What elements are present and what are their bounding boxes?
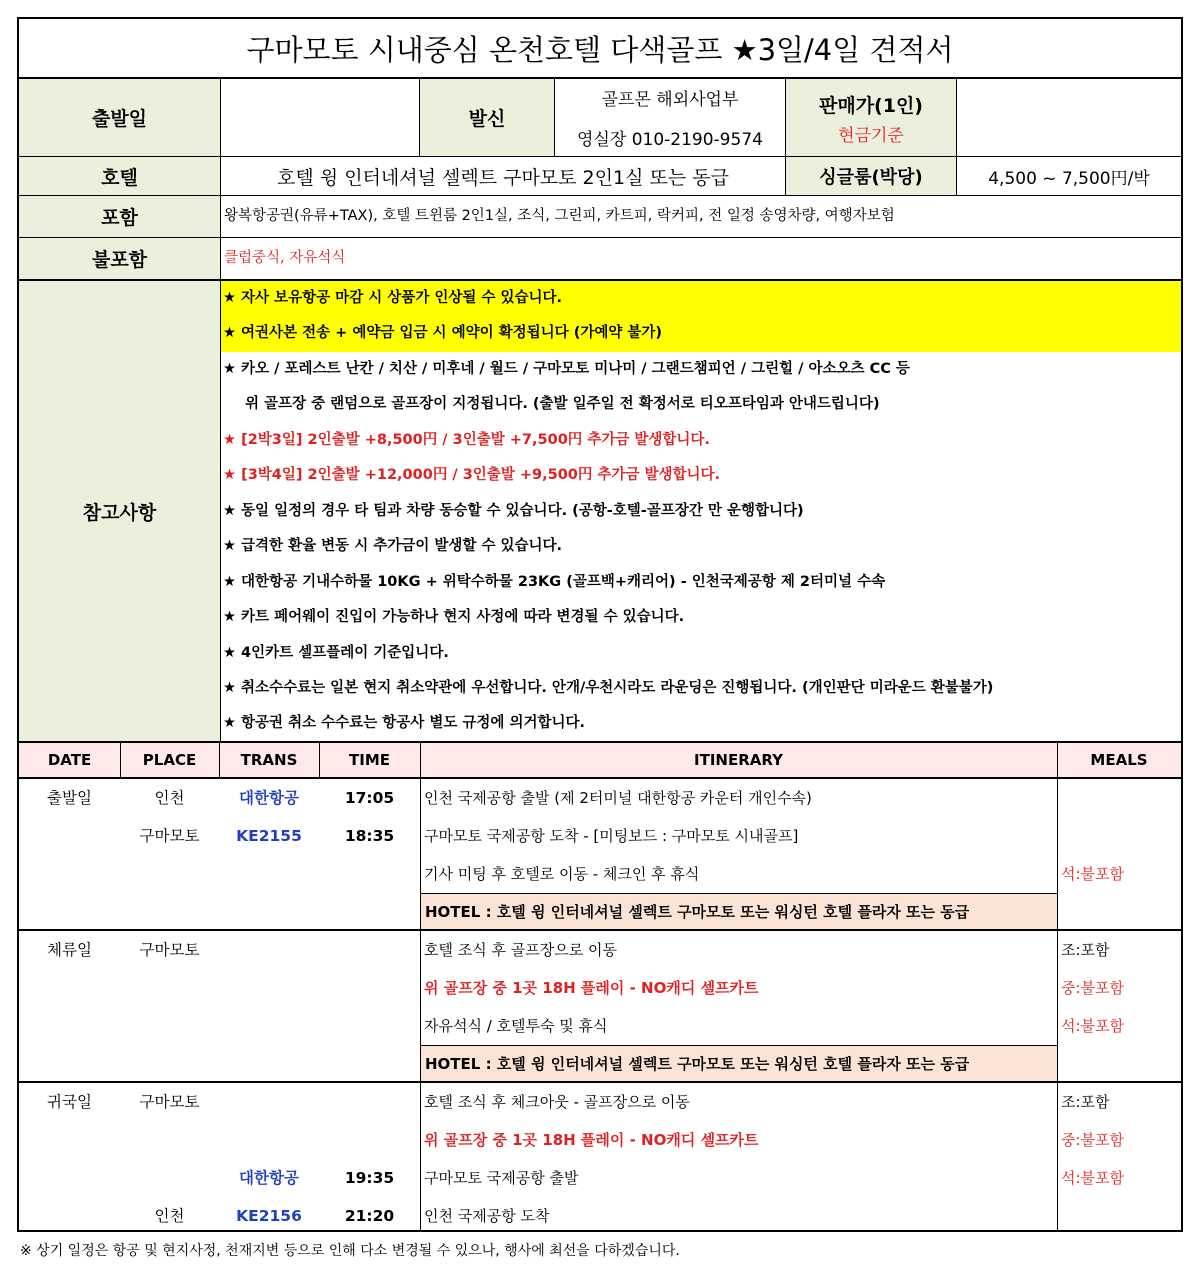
day3-place-depart: 구마모토	[139, 1093, 200, 1111]
notes-label: 참고사항	[19, 281, 220, 741]
col-date-header: DATE	[47, 751, 92, 769]
day1-date: 출발일	[47, 789, 92, 807]
sender-label: 발신	[420, 79, 554, 156]
departure-label: 출발일	[19, 79, 220, 156]
col-place-header: PLACE	[142, 751, 197, 769]
day2-place: 구마모토	[139, 941, 200, 959]
note-item: ★ 카오 / 포레스트 난칸 / 치산 / 미후네 / 월드 / 구마모토 미나미 / 그랜드챔피언 / 그린힐 / 아소오츠 CC 등	[223, 361, 910, 377]
price-value	[957, 79, 1181, 156]
note-item: ★ 항공권 취소 수수료는 항공사 별도 규정에 의거합니다.	[223, 715, 585, 731]
star-icon: ★	[223, 467, 236, 483]
day3-itinerary-3: 구마모토 국제공항 출발	[424, 1169, 579, 1187]
day3-flight-number: KE2156	[236, 1207, 302, 1225]
price-label: 판매가(1인)	[818, 95, 923, 117]
day1-place-depart: 인천	[154, 789, 185, 807]
star-icon: ★	[223, 432, 236, 448]
day1-place-arrive: 구마모토	[139, 827, 200, 845]
col-meals-header: MEALS	[1090, 751, 1148, 769]
day3-itinerary-2: 위 골프장 중 1곳 18H 플레이 - NO캐디 셀프카트	[424, 1131, 759, 1149]
note-item-surcharge: ★ [3박4일] 2인출발 +12,000円 / 3인출발 +9,500円 추가금 발생합니다.	[223, 467, 721, 483]
sender-box	[555, 79, 785, 156]
day3-airline: 대한항공	[239, 1169, 299, 1187]
day1-flight-number: KE2155	[236, 827, 302, 845]
day2-itinerary-2: 위 골프장 중 1곳 18H 플레이 - NO캐디 셀프카트	[424, 979, 759, 997]
col-trans-header: TRANS	[240, 751, 298, 769]
day2-meal-lunch: 중:불포함	[1061, 979, 1125, 997]
day3-itinerary-1: 호텔 조식 후 체크아웃 - 골프장으로 이동	[424, 1093, 690, 1111]
single-room-value: 4,500 ~ 7,500円/박	[988, 168, 1150, 189]
hotel-value: 호텔 윙 인터네셔널 셀렉트 구마모토 2인1실 또는 동급	[277, 166, 729, 189]
day1-hotel: HOTEL : 호텔 윙 인터네셔널 셀렉트 구마모토 또는 워싱턴 호텔 플라자 또는 동급	[421, 894, 1057, 930]
exclude-label: 불포함	[19, 238, 220, 279]
day3-meal-dinner: 석:불포함	[1061, 1169, 1125, 1187]
note-item: ★ 여권사본 전송 + 예약금 입금 시 예약이 확정됩니다 (가예약 불가)	[223, 325, 663, 341]
day2-itinerary-3: 자유석식 / 호텔투숙 및 휴식	[424, 1017, 608, 1035]
sender-contact: 영실장 010-2190-9574	[577, 130, 763, 150]
day1-itinerary-1: 인천 국제공항 출발 (제 2터미널 대한항공 카운터 개인수속)	[424, 789, 812, 807]
day3-time-depart: 19:35	[344, 1169, 395, 1187]
day3-place-arrive: 인천	[154, 1207, 185, 1225]
note-item: ★ 카트 페어웨이 진입이 가능하나 현지 사정에 따라 변경될 수 있습니다.	[223, 609, 685, 625]
day1-time-arrive: 18:35	[344, 827, 395, 845]
day1-itinerary-2: 구마모토 국제공항 도착 - [미팅보드 : 구마모토 시내골프]	[424, 827, 799, 845]
day3-meal-lunch: 중:불포함	[1061, 1131, 1125, 1149]
note-item: 위 골프장 중 랜덤으로 골프장이 지정됩니다. (출발 일주일 전 확정서로 티오프타임과 안내드립니다)	[245, 396, 880, 412]
day2-itinerary-1: 호텔 조식 후 골프장으로 이동	[424, 941, 617, 959]
single-room-label: 싱글룸(박당)	[786, 157, 956, 195]
footer-disclaimer: ※ 상기 일정은 항공 및 현지사정, 천재지변 등으로 인해 다소 변경될 수 있으나, 행사에 최선을 다하겠습니다.	[20, 1243, 680, 1259]
day1-meal-dinner: 석:불포함	[1061, 865, 1125, 883]
day3-date: 귀국일	[47, 1093, 92, 1111]
note-item: ★ 급격한 환율 변동 시 추가금이 발생할 수 있습니다.	[223, 538, 563, 554]
col-time-header: TIME	[349, 751, 390, 769]
note-item: ★ 4인카트 셀프플레이 기준입니다.	[223, 645, 449, 661]
include-value: 왕복항공권(유류+TAX), 호텔 트윈룸 2인1실, 조식, 그린피, 카트피, 락커피, 전 일정 송영차량, 여행자보험	[224, 208, 895, 224]
day2-hotel: HOTEL : 호텔 윙 인터네셔널 셀렉트 구마모토 또는 워싱턴 호텔 플라자 또는 동급	[421, 1046, 1057, 1082]
day2-meal-breakfast: 조:포함	[1061, 941, 1110, 959]
price-label-box	[786, 79, 956, 156]
note-item: ★ 동일 일정의 경우 타 팀과 차량 동승할 수 있습니다. (공항-호텔-골프장간 만 운행합니다)	[223, 503, 804, 519]
note-item: ★ 자사 보유항공 마감 시 상품가 인상될 수 있습니다.	[223, 290, 563, 306]
day2-meal-dinner: 석:불포함	[1061, 1017, 1125, 1035]
note-item: ★ 취소수수료는 일본 현지 취소약관에 우선합니다. 안개/우천시라도 라운딩은 진행됩니다. (개인판단 미라운드 환불불가)	[223, 680, 994, 696]
hotel-label: 호텔	[19, 157, 220, 195]
day2-date: 체류일	[47, 941, 92, 959]
price-basis: 현금기준	[838, 126, 904, 146]
quote-sheet	[17, 17, 1183, 1232]
note-item: ★ 대한항공 기내수하물 10KG + 위탁수하물 23KG (골프백+캐리어) - 인천국제공항 제 2터미널 수속	[223, 574, 886, 590]
sender-team: 골프몬 해외사업부	[601, 90, 739, 110]
departure-value	[221, 79, 419, 156]
day1-time-depart: 17:05	[344, 789, 395, 807]
include-label: 포함	[19, 196, 220, 237]
note-item-surcharge: ★ [2박3일] 2인출발 +8,500円 / 3인출발 +7,500円 추가금 발생합니다.	[223, 432, 710, 448]
day3-itinerary-4: 인천 국제공항 도착	[424, 1207, 550, 1225]
day3-time-arrive: 21:20	[344, 1207, 395, 1225]
notes-panel	[221, 281, 1181, 741]
day1-airline: 대한항공	[239, 789, 299, 807]
day3-meal-breakfast: 조:포함	[1061, 1093, 1110, 1111]
col-itinerary-header: ITINERARY	[694, 751, 783, 769]
exclude-value: 클럽중식, 자유석식	[224, 250, 346, 266]
day1-itinerary-3: 기사 미팅 후 호텔로 이동 - 체크인 후 휴식	[424, 865, 700, 883]
page-title: 구마모토 시내중심 온천호텔 다색골프 ★3일/4일 견적서	[246, 32, 954, 67]
